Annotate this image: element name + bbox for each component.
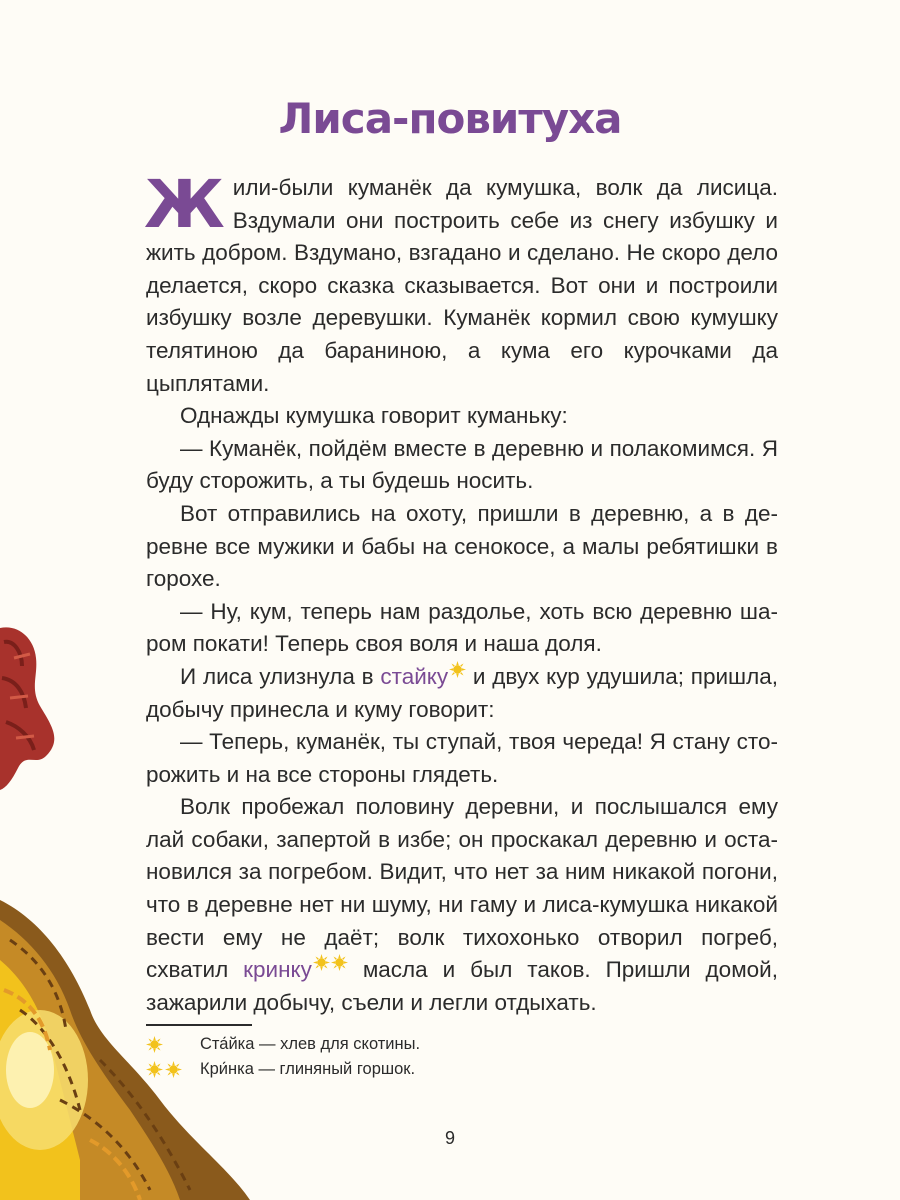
paragraph-4: Вот отправились на охоту, пришли в деревню, а в деревне все мужики и бабы на сенокосе, а малы ребятишки в горохе.: [146, 500, 778, 592]
paragraph-8: [146, 791, 778, 1019]
sun-icon: [449, 661, 466, 678]
drop-cap: Ж: [144, 166, 225, 243]
footnote-text: Кри́нка — глиняный горшок.: [200, 1060, 416, 1078]
paragraph-6-before: И лиса улизнула в: [180, 663, 381, 689]
story-title: Лиса-повитуха: [278, 94, 622, 143]
paragraph-3: — Куманёк, пойдём вместе в деревню и полакомимся. Я буду сторожить, а ты будешь носить.: [146, 435, 778, 494]
paragraph-1-text: или-были куманёк да кумушка, волк да лисица. Вздумали они построить себе из снегу избушку и жить добром. Вздумано, взгадано и сделано. Не скоро дело делается, скоро сказка сказывается. Вот они и построили избушку возле деревушки. Куманёк кормил свою кумушку телятиною да бараниною, а кума его курочками да цыплятами.: [146, 175, 778, 396]
page-number: 9: [444, 1128, 455, 1148]
gloss-word-stayka: стайку: [380, 663, 449, 689]
paragraph-2: Однажды кумушка говорит куманьку:: [180, 403, 568, 429]
paragraph-7: — Теперь, куманёк, ты ступай, твоя череда! Я стану сторожить и на все стороны глядеть.: [146, 729, 778, 787]
sun-icon: [313, 954, 330, 971]
paragraph-8-before: Волк пробежал половину деревни, и послышался ему лай собаки, запертой в избе; он проскакал деревню и остановился за погребом. Видит, что нет за ним никакой погони, что в деревне нет ни шуму, ни гаму и лиса-кумушка никакой вести ему не даёт; волк тихохонько отворил погреб, схватил: [146, 794, 778, 983]
paragraph-8-after: масла и был таков. Пришли домой, зажарили добычу, съели и легли отдыхать.: [146, 957, 778, 1015]
sun-icon: [165, 1061, 182, 1078]
sun-icon: [331, 954, 348, 971]
footnote-item: [146, 1057, 646, 1082]
paragraph-5: — Ну, кум, теперь нам раздолье, хоть всю деревню шаром покати! Теперь своя воля и наша доля.: [146, 598, 778, 657]
red-scarf-illustration: [0, 618, 80, 798]
paragraph-6: [146, 661, 778, 726]
gloss-word-krinka: кринку: [243, 957, 312, 983]
footnote-divider: [146, 1024, 252, 1026]
paragraph-1: [144, 166, 778, 400]
story-body: [144, 166, 778, 1019]
footnote-item: [146, 1032, 646, 1057]
paragraph-6-after: и двух кур удушила; пришла, добычу принесла и куму говорит:: [146, 663, 778, 722]
footnotes: [146, 1032, 646, 1082]
sun-icon: [146, 1061, 163, 1078]
sun-icon: [146, 1036, 163, 1053]
footnote-text: Ста́йка — хлев для скотины.: [200, 1035, 421, 1053]
